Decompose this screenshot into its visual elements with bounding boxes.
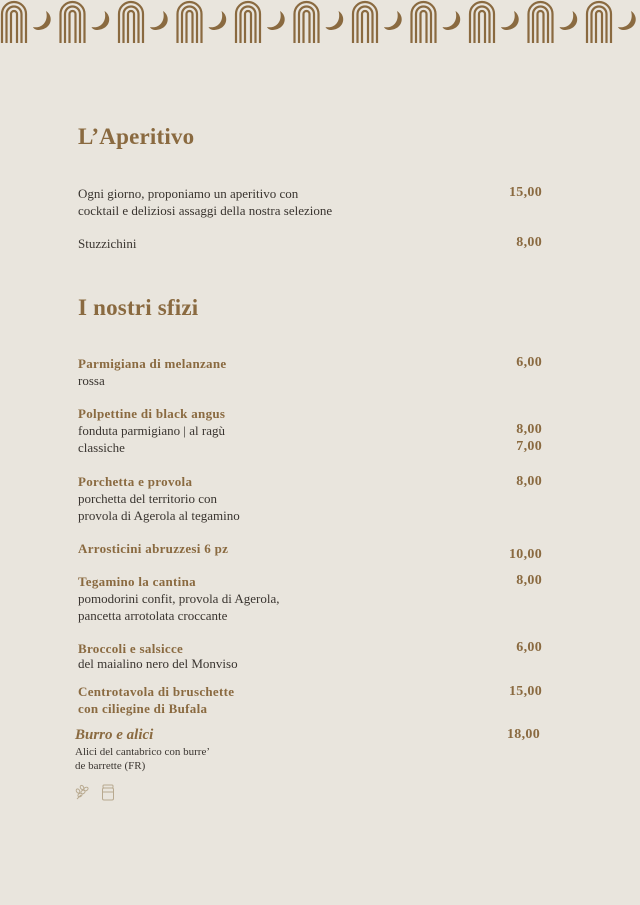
arch-icon [295,2,319,43]
gluten-wheat-icon [75,784,91,800]
arch-icon [61,2,85,43]
item-price-polpettine-ragu: 8,00 [516,422,542,437]
item-desc-burro-alici-1: Alici del cantabrico con burre’ [75,746,210,758]
crescent-moon-icon [618,11,636,30]
arch-icon [412,2,436,43]
crescent-moon-icon [326,11,344,30]
section-title-aperitivo: L’Aperitivo [78,124,195,149]
stuzzichini-label: Stuzzichini [78,236,137,251]
crescent-moon-icon [209,11,227,30]
item-name-polpettine: Polpettine di black angus [78,406,226,421]
crescent-moon-icon [384,11,402,30]
crescent-moon-icon [443,11,461,30]
item-name-tegamino: Tegamino la cantina [78,574,196,589]
crescent-moon-icon [560,11,578,30]
item-name-broccoli: Broccoli e salsicce [78,641,184,656]
item-price-parmigiana: 6,00 [516,355,542,370]
arch-icon [178,2,202,43]
item-desc-polpettine-1: fonduta parmigiano | al ragù [78,423,225,438]
item-name-parmigiana: Parmigiana di melanzane [78,356,227,371]
stuzzichini-price: 8,00 [516,235,542,250]
arch-icon [353,2,377,43]
item-price-centrotavola: 15,00 [509,684,542,699]
crescent-moon-icon [92,11,110,30]
item-name-arrosticini: Arrosticini abruzzesi 6 pz [78,541,229,556]
item-desc-porchetta-1: porchetta del territorio con [78,491,217,506]
arch-icon [236,2,260,43]
crescent-moon-icon [33,11,51,30]
item-desc-tegamino-2: pancetta arrotolata croccante [78,608,228,623]
aperitivo-description-line-2: cocktail e deliziosi assaggi della nostra selezione [78,203,333,218]
aperitivo-description-line-1: Ogni giorno, proponiamo un aperitivo con [78,186,299,201]
item-desc-parmigiana: rossa [78,373,105,388]
item-desc-broccoli: del maialino nero del Monviso [78,656,238,671]
aperitivo-price: 15,00 [509,185,542,200]
allergen-icons [75,784,115,801]
crescent-moon-icon [267,11,285,30]
section-title-sfizi: I nostri sfizi [78,295,199,320]
item-price-porchetta: 8,00 [516,474,542,489]
arch-icon [470,2,494,43]
item-desc-polpettine-2: classiche [78,440,125,455]
item-desc-burro-alici-2: de barrette (FR) [75,760,146,772]
arch-icon [529,2,553,43]
item-desc-porchetta-2: provola di Agerola al tegamino [78,508,240,523]
item-price-broccoli: 6,00 [516,640,542,655]
lactose-jar-icon [101,784,115,801]
crescent-moon-icon [501,11,519,30]
item-name-centrotavola-1: Centrotavola di bruschette [78,684,235,699]
item-price-polpettine-classiche: 7,00 [516,439,542,454]
item-price-arrosticini: 10,00 [509,547,542,562]
arch-icon [119,2,143,43]
arch-icon [2,2,26,43]
item-name-burro-alici: Burro e alici [75,727,154,743]
item-name-porchetta: Porchetta e provola [78,474,193,489]
arch-icon [587,2,611,43]
item-price-burro-alici: 18,00 [507,727,540,742]
crescent-moon-icon [150,11,168,30]
item-name-centrotavola-2: con ciliegine di Bufala [78,701,208,716]
item-price-tegamino: 8,00 [516,573,542,588]
item-desc-tegamino-1: pomodorini confit, provola di Agerola, [78,591,280,606]
decorative-header-band [0,0,640,46]
